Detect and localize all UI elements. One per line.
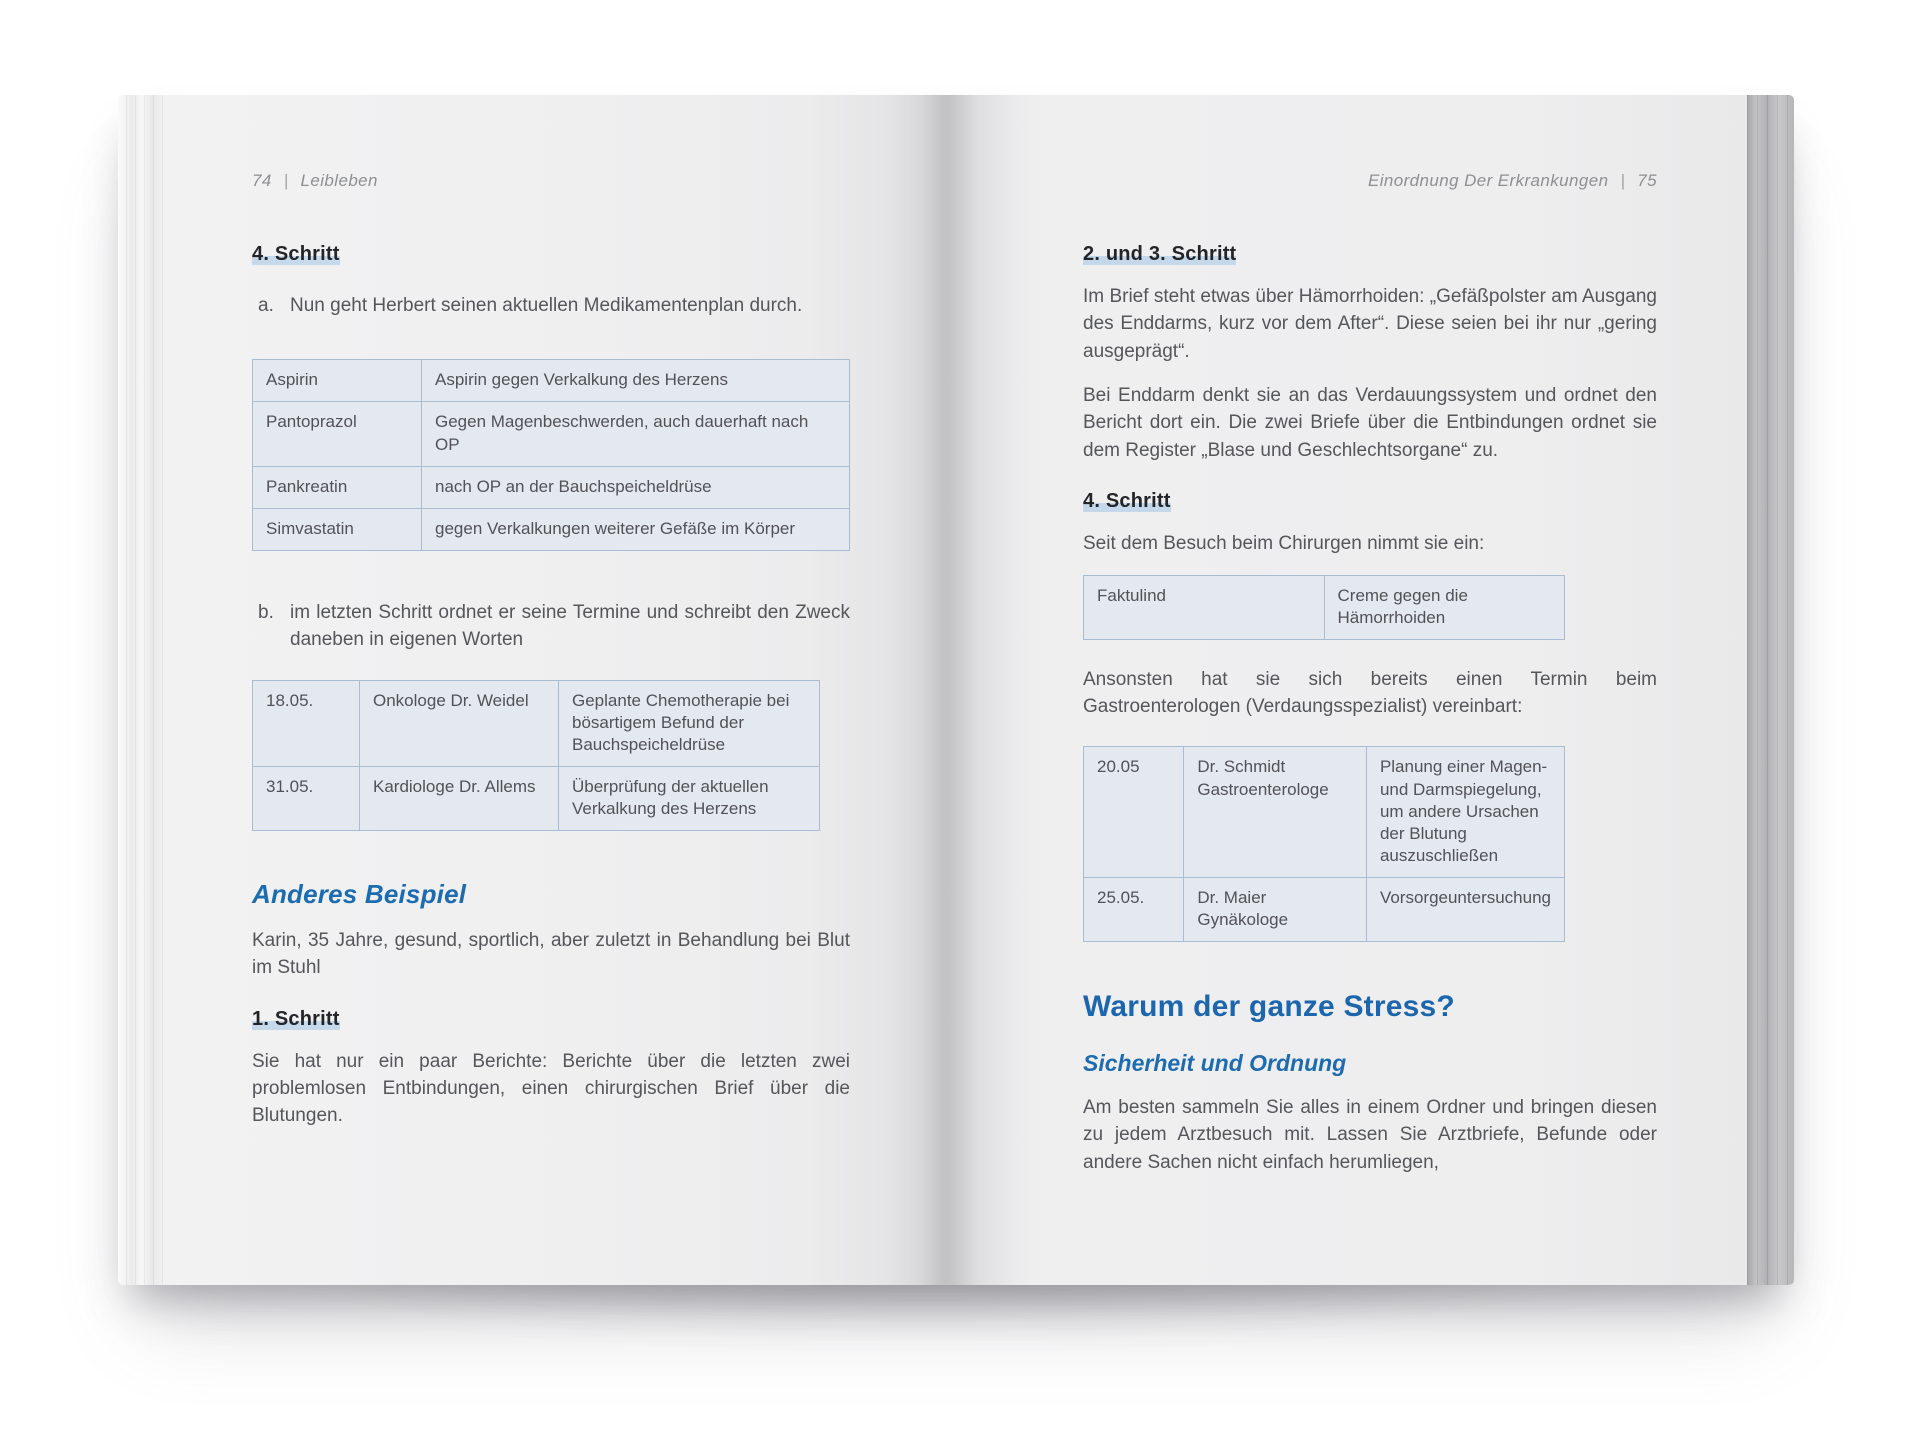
medication-purpose-cell: Gegen Magenbeschwerden, auch dauerhaft nach OP [422, 402, 850, 466]
medication-name-cell: Pantoprazol [253, 402, 422, 466]
open-book [118, 95, 1794, 1285]
table-row [1084, 575, 1565, 639]
table-row [1084, 747, 1565, 877]
step1-paragraph: Sie hat nur ein paar Berichte: Berichte über die letzten zwei problemlosen Entbindungen, einen chirurgischen Brief über die Blutungen. [252, 1050, 850, 1127]
left-page [164, 95, 947, 1285]
appointment-doctor-cell: Onkologe Dr. Weidel [360, 680, 559, 766]
appointment-doctor-cell: Kardiologe Dr. Allems [360, 766, 559, 830]
appointment-doctor-cell: Dr. Maier Gynäkologe [1184, 877, 1367, 941]
table-row [253, 402, 850, 466]
appointment-purpose-cell: Geplante Chemotherapie bei bösartigem Befund der Bauchspeicheldrüse [559, 680, 820, 766]
table-row [253, 508, 850, 550]
medication-name-cell: Faktulind [1084, 575, 1325, 639]
step4-intro-line: Seit dem Besuch beim Chirurgen nimmt sie ein: [1083, 533, 1485, 555]
left-running-header [252, 171, 850, 191]
heading-warum-der-ganze-stress: Warum der ganze Stress? [1083, 990, 1455, 1024]
left-page-stack-edge [118, 95, 164, 1285]
appointment-date-cell: 20.05 [1084, 747, 1184, 877]
closing-paragraph: Am besten sammeln Sie alles in einem Ordner und bringen diesen zu jedem Arztbesuch mit. Lassen Sie Arztbriefe, Befunde oder andere Sachen nicht einfach herumliegen, [1083, 1097, 1657, 1173]
medication-purpose-cell: Creme gegen die Hämorrhoiden [1324, 575, 1565, 639]
list-marker-a: a. [258, 295, 274, 316]
appointment-date-cell: 25.05. [1084, 877, 1184, 941]
header-separator: | [283, 171, 289, 190]
appointment-intro-paragraph: Ansonsten hat sie sich bereits einen Termin beim Gastroenterologen (Verdaungsspezialist) vereinbart: [1083, 668, 1657, 718]
list-item-b [252, 599, 850, 654]
appointment-purpose-cell: Überprüfung der aktuellen Verkalkung des Herzens [559, 766, 820, 830]
appointment-date-cell: 31.05. [253, 766, 360, 830]
heading-anderes-beispiel: Anderes Beispiel [252, 879, 467, 910]
appointment-table-left [252, 680, 820, 831]
heading-step4-left: 4. Schritt [252, 243, 340, 265]
right-running-header [1083, 171, 1657, 191]
appointment-purpose-cell: Planung einer Magen- und Darmspiegelung, um andere Ursachen der Blutung auszuschließen [1366, 747, 1564, 877]
right-page-content [947, 95, 1747, 1285]
list-text-b: im letzten Schritt ordnet er seine Termine und schreibt den Zweck daneben in eigenen Worten [290, 601, 850, 651]
example-intro-paragraph: Karin, 35 Jahre, gesund, sportlich, aber zuletzt in Behandlung bei Blut im Stuhl [252, 930, 850, 979]
right-page-stack-edge [1747, 95, 1794, 1285]
medication-name-cell: Pankreatin [253, 466, 422, 508]
appointment-doctor-cell: Dr. Schmidt Gastroenterologe [1184, 747, 1367, 877]
table-row [253, 360, 850, 402]
heading-sicherheit-und-ordnung: Sicherheit und Ordnung [1083, 1050, 1347, 1077]
list-text-a: Nun geht Herbert seinen aktuellen Medikamentenplan durch. [290, 295, 803, 316]
table-row [253, 466, 850, 508]
medication-name-cell: Simvastatin [253, 508, 422, 550]
heading-steps-2-3: 2. und 3. Schritt [1083, 243, 1237, 265]
right-page [947, 95, 1747, 1285]
list-marker-b: b. [258, 601, 274, 623]
right-page-number: 75 [1637, 171, 1657, 190]
left-chapter-title: Leibleben [300, 171, 378, 190]
medication-purpose-cell: nach OP an der Bauchspeicheldrüse [422, 466, 850, 508]
table-row [1084, 877, 1565, 941]
medication-table-left [252, 359, 850, 550]
list-item-a [252, 292, 850, 319]
table-row [253, 680, 820, 766]
header-separator: | [1620, 171, 1626, 190]
medication-name-cell: Aspirin [253, 360, 422, 402]
medication-table-right [1083, 575, 1565, 640]
left-page-content [164, 95, 946, 1285]
table-row [253, 766, 820, 830]
steps23-paragraph-1: Im Brief steht etwas über Hämorrhoiden: „Gefäßpolster am Ausgang des Enddarms, kurz vor dem After“. Diese seien bei ihr nur „gering ausgeprägt“. [1083, 286, 1657, 362]
steps23-paragraph-2: Bei Enddarm denkt sie an das Verdauungssystem und ordnet den Bericht dort ein. Die zwei Briefe über die Entbindungen ordnet sie dem Register „Blase und Geschlechtsorgane“ zu. [1083, 385, 1657, 461]
appointment-date-cell: 18.05. [253, 680, 360, 766]
appointment-purpose-cell: Vorsorgeuntersuchung [1366, 877, 1564, 941]
heading-step1-left: 1. Schritt [252, 1007, 340, 1030]
medication-purpose-cell: Aspirin gegen Verkalkung des Herzens [422, 360, 850, 402]
left-page-number: 74 [252, 171, 272, 190]
right-chapter-title: Einordnung Der Erkrankungen [1368, 171, 1609, 190]
heading-step4-right: 4. Schritt [1083, 490, 1171, 513]
appointment-table-right [1083, 746, 1565, 942]
medication-purpose-cell: gegen Verkalkungen weiterer Gefäße im Körper [422, 508, 850, 550]
